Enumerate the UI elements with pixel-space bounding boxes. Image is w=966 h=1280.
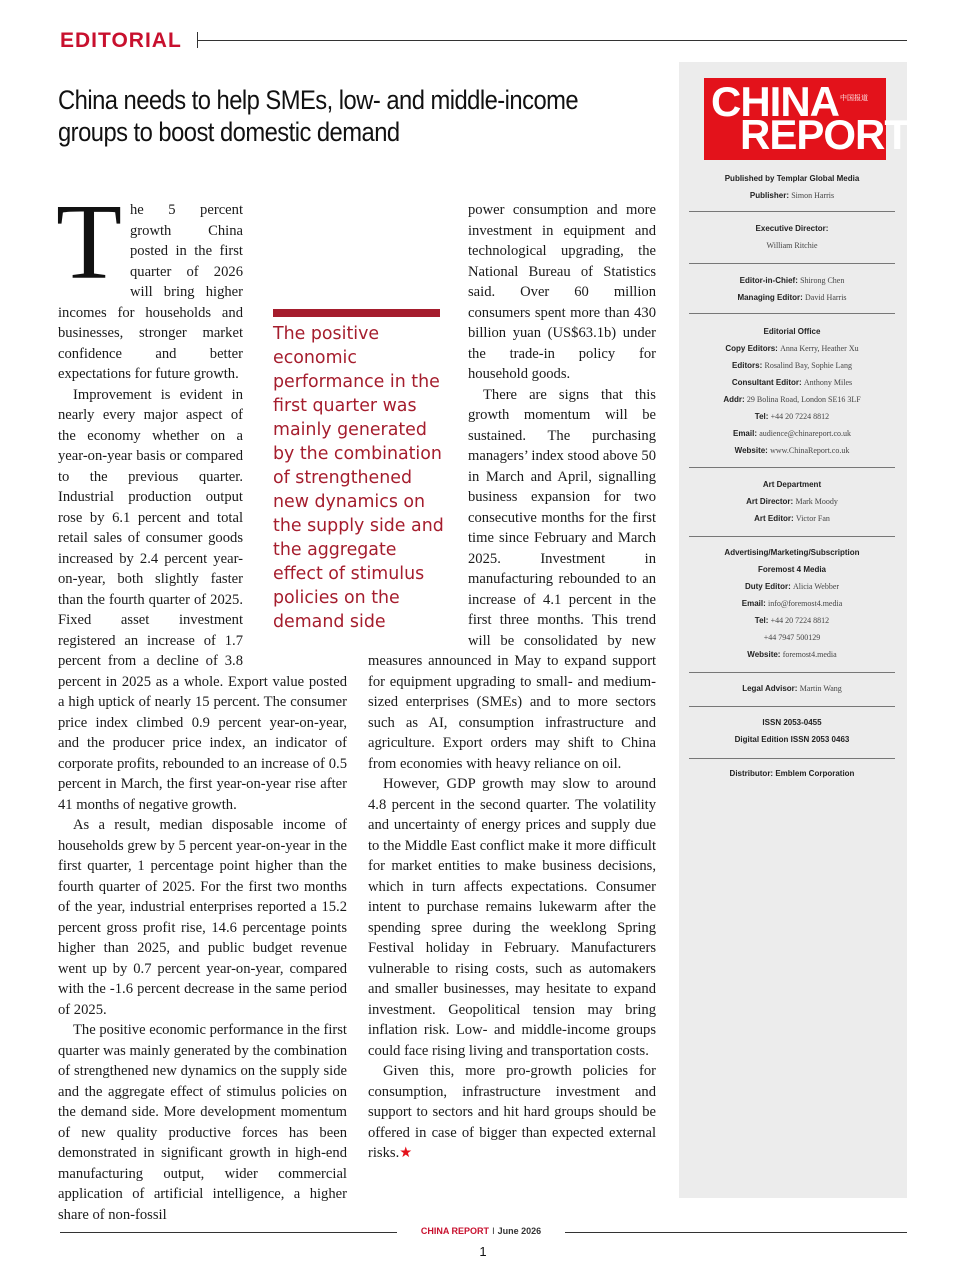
masthead-publisher: Published by Templar Global Media Publisher: Simon Harris xyxy=(724,174,860,200)
masthead-divider xyxy=(689,672,895,673)
masthead-divider xyxy=(689,263,895,264)
masthead-editors: Editor-in-Chief: Shirong Chen Managing Editor: David Harris xyxy=(737,276,847,302)
page-number: 1 xyxy=(479,1244,487,1259)
masthead-divider xyxy=(689,706,895,707)
article-paragraph: However, GDP growth may slow to around 4.8 percent in the second quarter. The volatility and uncertainty of energy prices and supply due to the Middle East conflict make it more difficult for market entities to make business decisions, which in turn affects expectations. Consumer intent to purchase remains lukewarm after the spending spree during the weeklong Spring Festival holiday in February. Manufacturers vulnerable to rising costs, such as automakers and smaller businesses, may hesitate to expand investment. Geopolitical tension may bring inflation risk. Low- and middle-income groups could face rising living and transportation costs. xyxy=(368,776,656,1059)
masthead-legal: Legal Advisor: Martin Wang xyxy=(742,684,842,693)
end-star-icon: ★ xyxy=(399,1145,413,1161)
section-rule xyxy=(197,40,907,41)
masthead-editorial-office: Editorial Office Copy Editors: Anna Kerry, Heather Xu Editors: Rosalind Bay, Sophie Lang Consultant Editor: Anthony Miles Addr: 29 Bolina Road, London SE16 3LF Tel: +44 20 7224 8812 Email: audience@chinareport.co.uk Website: www.ChinaReport.co.uk xyxy=(723,327,861,455)
masthead-divider xyxy=(689,313,895,314)
article-paragraph: Given this, more pro-growth policies for consumption, infrastructure investment and support to sectors and hit hard groups should be offered in case of bigger than expected external risks.★ xyxy=(368,1063,656,1161)
footer-rule xyxy=(565,1232,907,1233)
masthead-issn: ISSN 2053-0455 Digital Edition ISSN 2053 0463 xyxy=(734,718,850,744)
article-paragraph: Improvement is evident in nearly every major aspect of the economy whether on a year-on-year basis or compared to the previous quarter. Industrial production output rose by 6.1 percent and total retail sales of consumer goods increased by 2.4 percent year-on-year, both slightly faster than the fourth quarter of 2025. Fixed asset investment registered an increase of 1.7 percent from a decline of 3.8 percent in 2025 as a whole. Export value posted a high uptick of nearly 15 percent. The consumer price index climbed 0.9 percent year-on-year, and the producer price index, an indicator of corporate profits, rebounded to an increase of 0.5 percent in March, the first year-on-year rise after 41 months of negative growth. xyxy=(58,386,347,813)
footer-rule xyxy=(60,1232,397,1233)
article-paragraph: The 5 percent growth China posted in the first quarter of 2026 will bring higher incomes for households and businesses, stronger market confidence and better expectations for future growth. xyxy=(56,183,243,382)
masthead-advertising: Advertising/Marketing/Subscription Foremost 4 Media Duty Editor: Alicia Webber Email: info@foremost4.media Tel: +44 20 7224 8812 +44 7947 500129 Website: foremost4.media xyxy=(724,548,860,659)
drop-cap: T xyxy=(56,183,122,302)
article-paragraph: As a result, median disposable income of households grew by 5 percent year-on-year in the first quarter, 1 percentage point higher than the fourth quarter of 2025. For the first two months of the year, industrial enterprises reported a 15.2 percent gross profit rise, 14.6 percentage points higher than 2025, and public budget revenue went up by 0.7 percent year-on-year, compared with the -1.6 percent decrease in the same period of 2025. xyxy=(58,817,347,1018)
masthead-art-department: Art Department Art Director: Mark Moody Art Editor: Victor Fan xyxy=(746,480,838,523)
section-label: EDITORIAL xyxy=(60,29,182,52)
headline: China needs to help SMEs, low- and middle-income groups to boost domestic demand xyxy=(58,85,579,147)
article-paragraph: There are signs that this growth momentum will be sustained. The purchasing managers’ index stood above 50 in March and April, signalling business expansion for two consecutive months for the first time since February and March 2025. Investment in manufacturing rebounded to an increase of 4.1 percent in the first three months. This trend will be consolidated by new measures announced in May to expand support for equipment upgrading to small- and medium-sized enterprises (SMEs) and to more sectors such as AI, consumption infrastructure and agriculture. Export orders may shift to China from economies with heavy reliance on oil. xyxy=(368,386,656,772)
masthead-executive: Executive Director: William Ritchie xyxy=(755,224,829,250)
masthead-sidebar xyxy=(679,62,910,1198)
pullquote-bar xyxy=(273,309,440,317)
article-paragraph: power consumption and more investment in equipment and technological upgrading, the National Bureau of Statistics said. Over 60 million consumers spent more than 430 billion yuan (US$63.1b) under the trade-in policy for household goods. xyxy=(468,202,656,382)
masthead-divider xyxy=(689,467,895,468)
masthead-divider xyxy=(689,758,895,759)
footer-folio: CHINA REPORT I June 2026 xyxy=(420,1226,542,1236)
masthead-divider xyxy=(689,536,895,537)
masthead-divider xyxy=(689,211,895,212)
pullquote: The positive economic performance in the first quarter was mainly generated by the combination of strengthened new dynamics on the supply side and the aggregate effect of stimulus policies on the demand side xyxy=(273,324,444,632)
article-paragraph: The positive economic performance in the first quarter was mainly generated by the combination of strengthened new dynamics on the supply side and the aggregate effect of stimulus policies on the demand side. More development momentum of new quality productive forces has been demonstrated in significant growth in high-end manufacturing output, wider commercial application of artificial intelligence, a higher share of non-fossil xyxy=(58,1022,347,1223)
masthead-distributor: Distributor: Emblem Corporation xyxy=(729,769,855,778)
china-report-logo: CHINA 中国报道 REPORT xyxy=(704,78,886,160)
